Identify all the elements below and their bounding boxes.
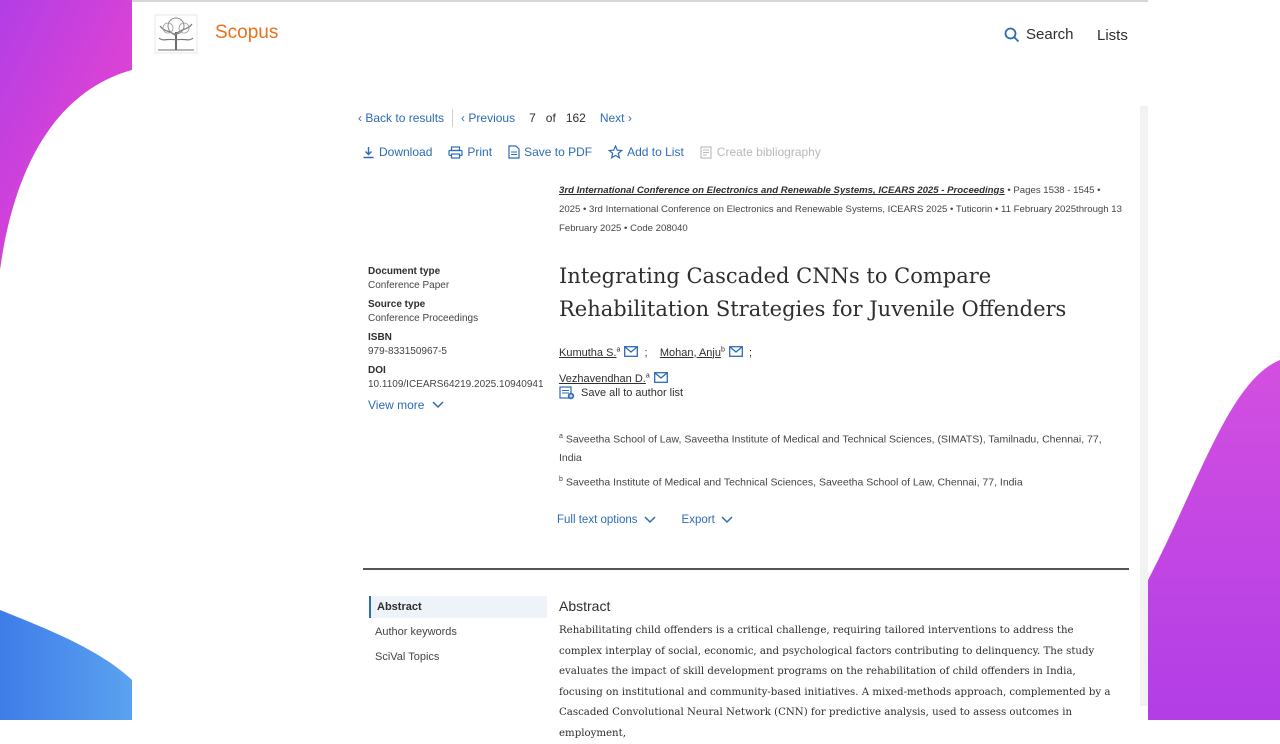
toc-item-author-keywords[interactable]: Author keywords — [375, 626, 457, 638]
author-list — [559, 338, 1119, 391]
affiliation-sup: a — [559, 433, 563, 440]
export-dropdown[interactable] — [682, 514, 733, 526]
chevron-down-icon — [644, 516, 656, 524]
isbn-value: 979-833150967-5 — [368, 346, 447, 357]
author-list-icon — [559, 386, 575, 400]
affiliation-item — [559, 471, 1119, 492]
scopus-brand[interactable]: Scopus — [215, 22, 279, 43]
full-text-options-dropdown[interactable] — [557, 514, 656, 526]
print-label: Print — [467, 145, 493, 159]
create-bibliography-label: Create bibliography — [716, 145, 821, 159]
download-button[interactable] — [362, 145, 432, 159]
download-icon — [362, 146, 375, 159]
result-position: 7 of 162 — [529, 111, 586, 125]
affiliations — [559, 428, 1119, 495]
lists-nav-link[interactable]: Lists — [1097, 27, 1128, 44]
save-all-to-author-list-button[interactable] — [559, 386, 683, 400]
add-to-list-label: Add to List — [627, 145, 684, 159]
back-to-results-link[interactable]: ‹ Back to results — [358, 111, 445, 125]
author-name[interactable]: Mohan, Anju — [659, 346, 721, 359]
chevron-down-icon — [432, 401, 444, 409]
search-nav-link[interactable] — [1004, 26, 1074, 43]
affiliation-sup: b — [720, 346, 725, 353]
full-text-options-label: Full text options — [557, 514, 638, 526]
email-icon[interactable] — [624, 346, 638, 357]
doi-label: DOI — [368, 365, 386, 376]
affiliation-text: Saveetha Institute of Medical and Technical Sciences, Saveetha School of Law, Chennai, 77, India — [565, 476, 1023, 488]
next-result-link[interactable]: Next › — [599, 111, 632, 125]
isbn-label: ISBN — [368, 332, 392, 343]
document-type-value: Conference Paper — [368, 280, 450, 291]
doi-value: 10.1109/ICEARS64219.2025.10940941 — [368, 379, 544, 390]
author-entry — [559, 373, 668, 385]
author-name[interactable]: Vezhavendhan D. — [559, 373, 646, 386]
email-icon[interactable] — [729, 346, 743, 357]
document-type-label: Document type — [368, 266, 441, 277]
toc-item-scival-topics[interactable]: SciVal Topics — [375, 651, 440, 663]
affiliation-sup: b — [559, 475, 563, 483]
author-entry — [660, 347, 752, 359]
top-navigation — [132, 2, 1148, 70]
author-separator: ; — [749, 346, 753, 359]
scopus-document-page — [132, 0, 1148, 739]
star-icon — [608, 145, 623, 159]
conference-proceedings-link[interactable]: 3rd International Conference on Electronics and Renewable Systems, ICEARS 2025 - Proceedings — [559, 185, 1005, 196]
source-details: • Pages 1538 - 1545 • 2025 • 3rd International Conference on Electronics and Renewable Systems, ICEARS 2025 • Tuticorin • 11 February 2025through 13 February 2025 • Code 208040 — [559, 185, 1122, 234]
chevron-down-icon — [721, 516, 733, 524]
bibliography-icon — [700, 146, 713, 159]
save-to-pdf-button[interactable] — [508, 145, 592, 159]
create-bibliography-button[interactable] — [700, 145, 821, 159]
toc-item-abstract[interactable]: Abstract — [369, 596, 547, 618]
export-label: Export — [681, 514, 715, 526]
search-icon — [1004, 27, 1020, 43]
divider — [452, 109, 453, 127]
print-icon — [448, 146, 463, 159]
source-type-value: Conference Proceedings — [368, 313, 479, 324]
document-metadata — [368, 266, 548, 412]
author-name[interactable]: Kumutha S. — [559, 346, 617, 359]
elsevier-logo-icon[interactable] — [154, 14, 198, 54]
add-to-list-button[interactable] — [608, 145, 684, 159]
pdf-icon — [508, 145, 520, 159]
affiliation-item — [559, 428, 1119, 467]
source-info — [559, 181, 1124, 238]
view-more-button[interactable] — [368, 398, 548, 412]
print-button[interactable] — [448, 145, 492, 159]
affiliation-text: Saveetha School of Law, Saveetha Institute of Medical and Technical Sciences, (SIMATS), Tamilnadu, Chennai, 77, India — [559, 433, 1102, 464]
search-label: Search — [1026, 26, 1074, 43]
results-navigation — [358, 109, 632, 127]
abstract-text: Rehabilitating child offenders is a critical challenge, requiring tailored interventions to address the complex interplay of social, economic, and psychological factors contributing to delinquency. The study evaluates the impact of skill development programs on the rehabilitation of child offenders in India, focusing on institutional and community-based initiatives. A mixed-methods approach, complemented by a Cascaded Convolutional Neural Network (CNN) for predictive analysis, used to assess outcomes in employment, — [559, 625, 1111, 739]
section-navigation — [369, 596, 547, 671]
save-to-pdf-label: Save to PDF — [524, 145, 593, 159]
section-divider — [363, 568, 1129, 570]
right-panel-edge — [1140, 106, 1148, 706]
author-separator: ; — [644, 346, 648, 359]
author-entry — [559, 347, 660, 359]
email-icon[interactable] — [654, 372, 668, 383]
document-actions — [362, 145, 821, 159]
save-all-label: Save all to author list — [581, 387, 684, 399]
affiliation-sup: a — [616, 346, 621, 353]
download-label: Download — [379, 145, 433, 159]
source-type-label: Source type — [368, 299, 426, 310]
document-title: Integrating Cascaded CNNs to Compare Rehabilitation Strategies for Juvenile Offenders — [559, 264, 1067, 321]
previous-result-link[interactable]: ‹ Previous — [461, 111, 516, 125]
document-options — [557, 514, 733, 526]
view-more-label: View more — [368, 398, 425, 412]
abstract-heading: Abstract — [559, 598, 611, 614]
affiliation-sup: a — [645, 372, 650, 380]
